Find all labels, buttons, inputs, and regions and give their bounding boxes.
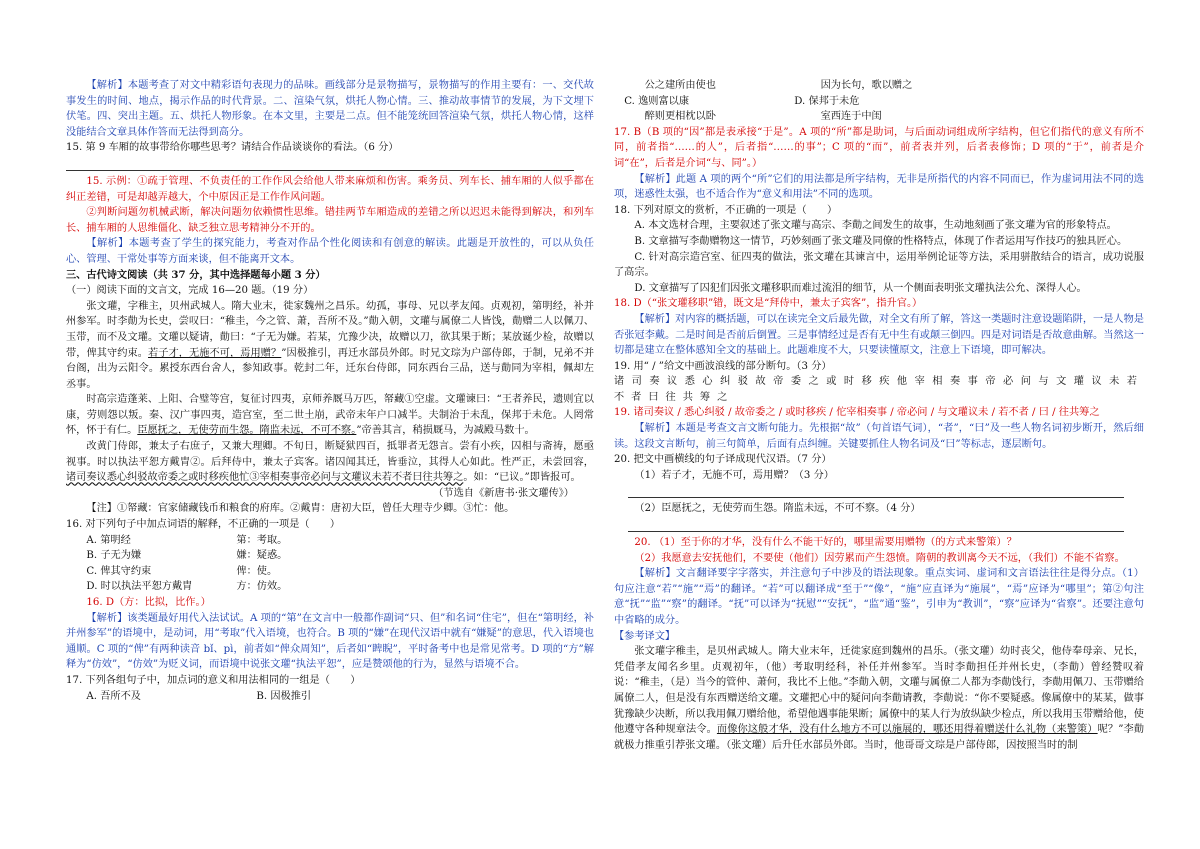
q16-option-b-gloss: 嫌：疑惑。 — [236, 550, 288, 562]
section-3-heading: 三、古代诗文阅读（共 37 分，其中选择题每小题 3 分） — [66, 268, 326, 281]
q20-sentence-2: （2）臣愿抚之，无使劳而生怨。隋监未远，不可不察。（4 分） — [634, 503, 921, 515]
analysis-q14: 【解析】本题考查了对文中精彩语句表现力的品味。画线部分是景物描写，景物描写的作用主要有：一、交代故事发生的时间、地点，揭示作品的时代背景。二、渲染气氛，烘托人物心情。三、推动故事情节的发展，为下文埋下伏笔。四、突出主题。五、烘托人物形象。在本文里，主要是二点。但不能笼统回答渲染气氛，烘托人物心情，这样没能结合文章具体作答而无法得到高分。 — [66, 80, 594, 138]
text-para1-end: ”因极推引，再迁水部员外郎。时兄文琮为户部侍郎，于制，兄弟不并台阁，出为云阳令。累授东西台舍人，参知政事。乾封二年，迁东台侍郎，同东西台三品，送与勣同为宰相，佩却左丞事。 — [66, 347, 595, 390]
answer-19: 19. 诸司奏议 / 悉心纠驳 / 故帝委之 / 或时移疾 / 佗宰相奏事 / 帝必问 / 与文瓘议未 / 若不者 / 曰 / 往共筹之 — [614, 407, 1100, 419]
q16-option-d — [66, 579, 594, 595]
q17-option-c: C. 逸则富以康 — [624, 95, 690, 107]
underlined-sentence-1: 若子才，无施不可，焉用赠？ — [148, 347, 282, 359]
classical-text-para3 — [66, 439, 594, 486]
classical-text-para2 — [66, 392, 594, 439]
q16-option-c — [66, 564, 594, 580]
q16-option-b — [66, 548, 594, 564]
q18-option-c: C. 针对高宗造宫室、征四夷的做法，张文瓘在其谏言中，运用举例论证等方法，采用骈散结合的语言，成功说服了高宗。 — [614, 251, 1144, 279]
question-17: 17. 下列各组句子中，加点词的意义和用法相同的一组是（ ） — [66, 674, 361, 686]
q16-option-d-gloss: 方：仿效。 — [236, 581, 288, 593]
q17-options-cd-cont — [614, 109, 1144, 125]
q19-punctuation-text: 诸司奏议悉心纠驳故帝委之或时移疾他宰相奏事帝必问与文瓘议未若不者曰往共筹之 — [614, 376, 1144, 403]
q20-blank-line-2 — [628, 517, 1124, 532]
q16-option-c-gloss: 俾：使。 — [236, 565, 278, 577]
q16-option-a-gloss: 第：考取。 — [236, 534, 288, 546]
q18-option-a: A. 本文选材合理，主要叙述了张文瓘与高宗、李勣之间发生的故事，生动地刻画了张文瓘为官的形象特点。 — [634, 220, 1117, 232]
analysis-q17: 【解析】此题 A 项的两个“所”它们的用法都是所字结构，无非是所指代的内容不同而已，作为虚词用法不同的选项，迷惑性太强，也不适合作为“意义和用法”不同的选项。 — [614, 173, 1144, 201]
reference-translation-heading: 【参考译文】 — [614, 630, 676, 642]
q17-option-b: B. 因极推引 — [256, 690, 312, 702]
text-para1-start: 张文瓘，字稚主，贝州武城人。隋大业末，徙家魏州之昌乐。幼孤，事母、兄以孝友闻。贞观初，第明经，补并州参军。时李勣为长史，尝叹曰：“稚圭，今之管、萧，吾所不及。”勣入朝，文瓘与属僚二人皆饯，勣赠二人以佩刀、玉带，而不及文瓘。文瓘以疑请，勣曰：“子无为嫌。若某，宂豫少决，故赠以刀，欲其果于断；某放诞少检，故赠以带，俾其守约束。 — [66, 300, 594, 359]
q17-option-b-second: 因为长句，歌以赠之 — [820, 80, 913, 91]
wavy-underlined-text: 诸司奏议悉心纠驳故帝委之或时移疾他忙③宰相奏事帝必问与文瓘议未若不者曰往共筹之 — [66, 472, 464, 484]
q17-option-d: D. 保邦于未危 — [794, 95, 860, 107]
annotation-note: 【注】①帑藏：官家储藏钱币和粮食的府库。②戴胄：唐初大臣，曾任大理寺少卿。③忙：他。 — [86, 503, 515, 515]
answer-18: 18. D（“张文瓘移职”错，既文是“拜侍中，兼太子宾客”，指升官。） — [614, 298, 923, 310]
analysis-q19: 【解析】本题是考查文言文断句能力。先根据“故”（句首语气词），“者”，“曰”及一些人物名词初步断开，然后细读。这段文言断句，前三句简单，后面有点纠缠。关键要抓住人物名词及“曰”等标志，逐层断句。 — [614, 423, 1144, 450]
reference-translation-para1 — [614, 644, 1144, 753]
answer-20-part2: （2）我愿意去安抚他们，不要使（他们）因劳累而产生怨愤。隋朝的教训离今天不远，（我们）不能不省察。 — [634, 552, 1125, 564]
question-16: 16. 对下列句子中加点词语的解释，不正确的一项是（ ） — [66, 519, 341, 531]
left-column — [66, 78, 594, 704]
q20-sentence-1: （1）若子才，无施不可，焉用赠？（3 分） — [634, 469, 834, 481]
question-18: 18. 下列对原文的赏析，不正确的一项是（ ） — [614, 204, 838, 216]
subsection-1-heading: （一）阅读下面的文言文，完成 16—20 题。（19 分） — [66, 285, 314, 297]
q16-option-c-text: C. 俾其守约束 — [86, 565, 152, 577]
q16-option-a-text: A. 第明经 — [86, 534, 131, 546]
q16-option-b-text: B. 子无为嫌 — [86, 550, 142, 562]
q18-option-b: B. 文章描写李勣赠物这一情节，巧妙刻画了张文瓘及同僚的性格特点，体现了作者运用写作技巧的独具匠心。 — [634, 235, 1128, 247]
answer-17: 17. B（B 项的“因”都是表承接“于是”。A 项的“所”都是助词，与后面动词组成所字结构，但它们指代的意义有所不同，前者指“……的人”，后者指“……的事”；C 项的“而”，前者表并列，后者表修饰；D 项的“于”，前者是介词“在”，后者是介词“与、同”。） — [614, 126, 1144, 169]
answer-15-part2: ②判断问题勿机械武断，解决问题勿依赖惯性思维。错挂两节车厢造成的差错之所以迟迟未能得到解决，和列车长、捕车厢的人思维僵化、缺乏独立思考精神分不开的。 — [66, 207, 594, 234]
q17-option-d-second: 室西连于中闺 — [820, 111, 882, 123]
q17-options-ab-cont — [614, 78, 1144, 94]
q20-blank-line-1 — [628, 483, 1124, 498]
text-para3-end: 。如：“已议。”即皆报可。 — [463, 472, 581, 484]
question-20: 20. 把文中画横线的句子译成现代汉语。（7 分） — [614, 454, 832, 466]
text-para2-end: ”帝善其言，稍损厩马，为减殿马数十。 — [356, 425, 535, 437]
q16-option-a — [66, 533, 594, 549]
q16-option-d-text: D. 时以执法平恕方戴胄 — [86, 581, 193, 593]
q18-option-d: D. 文章描写了囚犯们因张文瓘移职而难过流泪的细节，从一个侧面表明张文瓘执法公允、深得人心。 — [634, 282, 1087, 294]
text-para3-start: 改黄门侍郎，兼太子右庶子，又兼大理卿。不旬日，断疑狱四百，抵罪者无怨言。尝有小疾，囚相与斋祷，愿亟视事。时以执法平恕方戴胄②。后拜侍中，兼太子宾客。诸囚闻其迁，皆垂泣，其得人心如此。性严正，未尝回容， — [66, 441, 594, 468]
translation-para1-start: 张文瓘字稚圭，是贝州武城人。隋大业末年，迁徙家庭到魏州的昌乐。（张文瓘）幼时丧父，他侍奉母亲、兄长，凭借孝友闻名乡里。贞观初年，（他）考取明经科，补任并州参军。当时李勣担任并州长史，（李勣）曾经赞叹着说：“稚圭，（是）当今的管仲、萧何，我比不上他。”李勣入朝，文瓘与属僚二人都为李勣饯行，李勣用佩刀、玉带赠给属僚二人，但是没有东西赠送给文瓘。文瓘把心中的疑问向李勣请教，李勣说：“你不要疑惑。像属僚中的某某，做事犹豫缺少决断，所以我用佩刀赠给他，希望他遇事能果断；属僚中的某人行为放纵缺少检点，所以我用玉带赠给他，使他遵守各种规章法令。 — [614, 646, 1144, 736]
q17-options-cd — [614, 94, 1144, 110]
analysis-q18: 【解析】对内容的概括题，可以在读完全文后最先做，对全文有所了解，答这一类题时注意设题陷阱，一是人物是否张冠李戴。二是时间是否前后倒置。三是事情经过是否有无中生有或颠三倒四。四是对词语是否故意曲解。当然这一切都是建立在整体感知全文的基础上。此题难度不大，只要读懂原文，注意上下语境，即可解决。 — [614, 313, 1144, 357]
right-column — [614, 78, 1144, 753]
analysis-q15: 【解析】本题考查了学生的探究能力，考查对作品个性化阅读和有创意的解读。此题是开放性的，可以从负任心、管理、干常处事等方面来谈，但不能离开文本。 — [66, 238, 594, 265]
answer-16: 16. D（方：比拟，比作。） — [86, 597, 211, 608]
q17-options-ab — [66, 689, 594, 705]
translation-para1-end: 呢？”李勣就极力推重引荐张文瓘。（张文瓘）后升任水部员外郎。当时，他哥哥文琮是户部侍郎，因按照当时的制 — [614, 724, 1145, 751]
q17-option-a-second: 公之建所由使也 — [644, 80, 716, 91]
q17-option-a: A. 吾所不及 — [86, 690, 141, 702]
q17-option-c-second: 醉则更相枕以卧 — [644, 111, 716, 123]
classical-text-para1 — [66, 299, 594, 393]
source-citation: （节选自《新唐书·张文瓘传》） — [433, 487, 574, 499]
analysis-q16: 【解析】该类题最好用代入法试试。A 项的“第”在文言中一般都作副词“只、但”和名词“住宅”，但在“第明经，补并州参军”的语境中，是动词，用“考取”代入语境，也符合。B 项的“嫌”在现代汉语中就有“嫌疑”的意思，代入语境也通顺。C 项的“俾”有两种读音 bǐ、pì，前者如“俾众周知”，后者如“睥睨”，平时备考中也是常见常考。D 项的“方”解释为“仿效”，“仿效”为贬义词，而语境中说张文瓘“执法平恕”，应是赞颂他的行为，显然与语境不合。 — [66, 612, 594, 671]
answer-blank-line — [66, 156, 574, 171]
question-19: 19. 用“ / ”给文中画波浪线的部分断句。（3 分） — [614, 360, 832, 372]
answer-20-part1: 20. （1）至于你的才华，没有什么不能干好的，哪里需要用赠物（的方式来警策）？ — [634, 537, 1017, 549]
analysis-q20: 【解析】文言翻译要字字落实，并注意句子中涉及的语法现象。重点实词、虚词和文言语法往往是得分点。（1）句应注意“若”“施”“焉”的翻译。“若”可以翻译成“至于”“像”，“施”应直译为“施展”，“焉”应译为“哪里”；第②句注意“抚”“监”“察”的翻译。“抚”可以译为“抚慰”“安抚”，“监”通“鉴”，引申为“教训”，“察”应译为“省察”。还要注意句中省略的成分。 — [614, 568, 1144, 626]
underlined-sentence-2: 臣愿抚之，无使劳而生怨。隋监未远，不可不察。 — [137, 425, 357, 437]
translation-underlined: 而像你这般才华，没有什么地方不可以施展的，哪还用得着赠送什么礼物（来警策） — [716, 724, 1098, 736]
question-15: 15. 第 9 车厢的故事带给你哪些思考？请结合作品谈谈你的看法。（6 分） — [66, 142, 399, 154]
text-para2-start: 时高宗造蓬莱、上阳、合璧等宫，复征讨四夷，京师养厩马万匹，帑藏①空虚。文瓘谏曰：“王者养民，遗则宜以康，劳则怨以叛。秦、汉广事四夷，造宫室，至二世土崩，武帝末年户口减半。夫制治于未乱，保邦于未危。人罔常怀，怀于有仁。 — [66, 394, 594, 437]
answer-15-part1: 15. 示例：①疏于管理、不负责任的工作作风会给他人带来麻烦和伤害。乘务员、列车长、捕车厢的人似乎都在纠正差错，可是却越弄越大，个中原因正是工作作风问题。 — [66, 175, 594, 203]
